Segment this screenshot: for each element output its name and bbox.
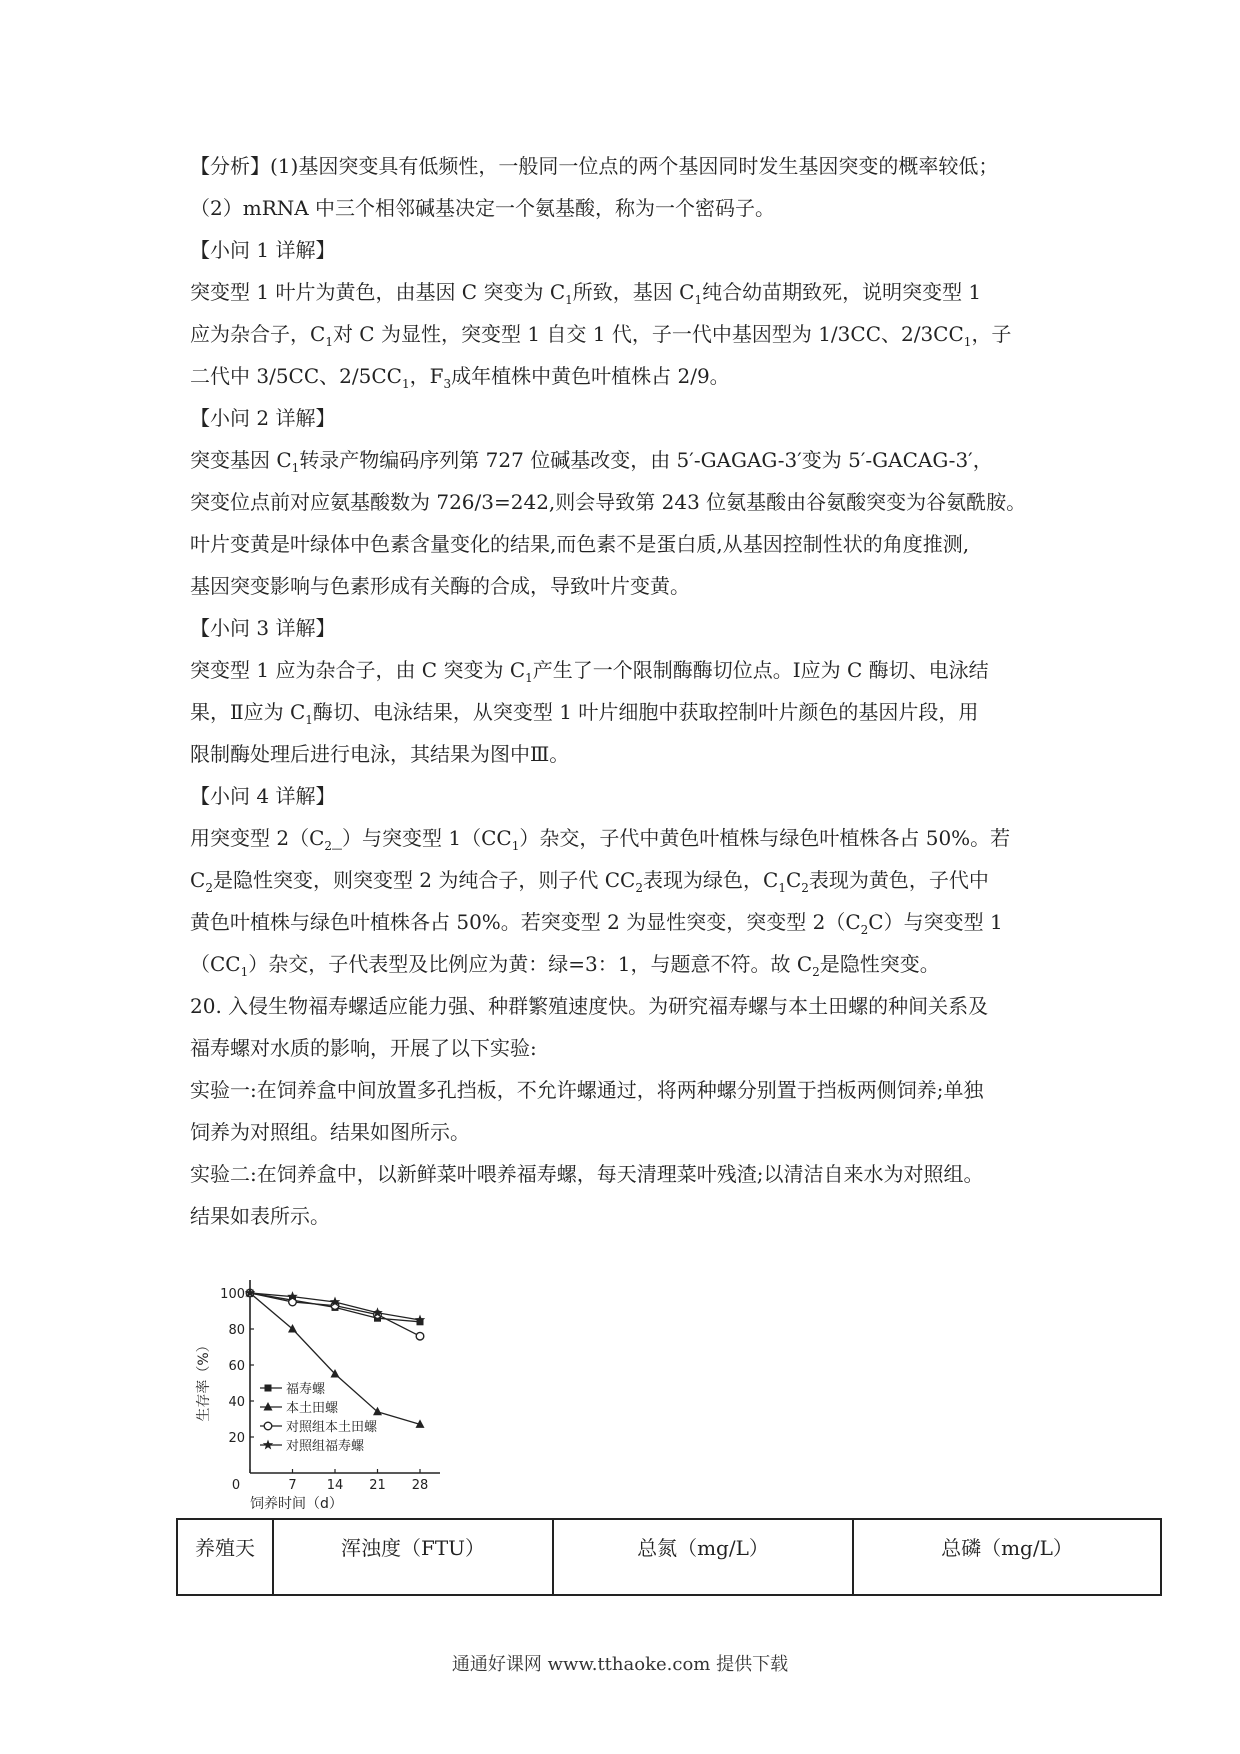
y-axis-ticks — [220, 1287, 254, 1446]
text-line — [190, 607, 1080, 649]
x-tick-label: 14 — [326, 1478, 344, 1493]
text-segment: 成年植株中黄色叶植株占 2/9。 — [451, 364, 730, 388]
text-segment: 突变型 1 应为杂合子，由 C 突变为 C — [190, 658, 526, 682]
text-segment: 酶切、电泳结果，从突变型 1 叶片细胞中获取控制叶片颜色的基因片段，用 — [312, 700, 979, 724]
data-point — [373, 1407, 382, 1416]
survival-rate-chart — [190, 1268, 450, 1513]
text-segment: 【小问 3 详解】 — [190, 616, 336, 640]
subscript: 2 — [812, 965, 820, 979]
x-tick-label: 7 — [288, 1478, 297, 1493]
text-line — [190, 985, 1080, 1027]
text-line — [190, 775, 1080, 817]
data-point — [288, 1324, 297, 1333]
text-segment: 二代中 3/5CC、2/5CC — [190, 364, 402, 388]
x-axis-label: 饲养时间（d） — [250, 1496, 343, 1512]
text-segment: 【小问 1 详解】 — [190, 238, 336, 262]
text-segment: 突变基因 C — [190, 448, 292, 472]
text-line — [190, 313, 1080, 355]
text-line — [190, 817, 1080, 859]
text-line — [190, 187, 1080, 229]
text-segment: 结果如表所示。 — [190, 1204, 330, 1228]
text-segment: C — [190, 868, 206, 892]
text-line — [190, 565, 1080, 607]
text-segment: 叶片变黄是叶绿体中色素含量变化的结果,而色素不是蛋白质,从基因控制性状的角度推测, — [190, 532, 970, 556]
text-segment: 福寿螺对水质的影响，开展了以下实验: — [190, 1036, 537, 1060]
subscript: 1 — [305, 713, 313, 727]
text-line — [190, 229, 1080, 271]
subscript: 1 — [401, 377, 410, 391]
text-line — [190, 1069, 1080, 1111]
text-segment: 对 C 为显性，突变型 1 自交 1 代，子一代中基因型为 1/3CC、2/3CC — [332, 322, 964, 346]
x-tick-label: 28 — [411, 1478, 429, 1493]
text-segment: C）与突变型 1 — [868, 910, 1003, 934]
header-total-nitrogen: 总氮（mg/L） — [553, 1519, 853, 1595]
text-line — [190, 1111, 1080, 1153]
legend-entry — [260, 1381, 326, 1397]
text-segment: ）杂交，子代中黄色叶植株与绿色叶植株各占 50%。若 — [519, 826, 1011, 850]
text-line — [190, 481, 1080, 523]
text-line — [190, 733, 1080, 775]
subscript: 1 — [565, 293, 573, 307]
data-point — [265, 1385, 272, 1392]
header-days: 养殖天 — [177, 1519, 273, 1595]
text-segment: 是隐性突变，则突变型 2 为纯合子，则子代 CC — [212, 868, 636, 892]
text-segment: 实验一:在饲养盒中间放置多孔挡板，不允许螺通过，将两种螺分别置于挡板两侧饲养;单独 — [190, 1078, 984, 1102]
text-segment: 果，Ⅱ应为 C — [190, 700, 306, 724]
text-line — [190, 397, 1080, 439]
header-turbidity: 浑浊度（FTU） — [273, 1519, 553, 1595]
subscript: 3 — [443, 377, 452, 391]
text-line — [190, 1195, 1080, 1237]
text-segment: 转录产物编码序列第 727 位碱基改变，由 5′-GAGAG-3′变为 5′-GACAG-3′， — [299, 448, 993, 472]
text-segment: 【分析】(1)基因突变具有低频性，一般同一位点的两个基因同时发生基因突变的概率较低； — [190, 154, 999, 178]
legend-entry — [260, 1400, 339, 1416]
y-tick-label: 40 — [228, 1395, 245, 1410]
text-segment: （2）mRNA 中三个相邻碱基决定一个氨基酸，称为一个密码子。 — [190, 196, 776, 220]
text-segment: 表现为绿色，C — [643, 868, 779, 892]
subscript: 1 — [240, 965, 249, 979]
text-line — [190, 355, 1080, 397]
subscript: 2 — [801, 881, 809, 895]
text-segment: 所致，基因 C — [572, 280, 695, 304]
text-segment: ，子 — [971, 322, 1012, 346]
subscript: 2 — [205, 881, 213, 895]
text-segment: 黄色叶植株与绿色叶植株各占 50%。若突变型 2 为显性突变，突变型 2（C — [190, 910, 861, 934]
text-line — [190, 1027, 1080, 1069]
text-segment: C — [785, 868, 802, 892]
subscript: 1 — [511, 839, 520, 853]
text-segment: ）杂交，子代表型及比例应为黄：绿=3：1，与题意不符。故 C — [248, 952, 813, 976]
data-point — [263, 1440, 273, 1450]
subscript: 1 — [325, 335, 333, 349]
text-line — [190, 691, 1080, 733]
text-segment: 【小问 4 详解】 — [190, 784, 336, 808]
x-tick-label: 21 — [369, 1478, 386, 1493]
text-segment: 表现为黄色，子代中 — [808, 868, 989, 892]
text-segment: 【小问 2 详解】 — [190, 406, 336, 430]
subscript: 2 — [860, 923, 869, 937]
data-point — [416, 1332, 424, 1340]
text-segment: 突变位点前对应氨基酸数为 726/3=242,则会导致第 243 位氨基酸由谷氨酸突变为谷氨酰胺。 — [190, 490, 1027, 514]
text-line — [190, 271, 1080, 313]
text-segment: 限制酶处理后进行电泳，其结果为图中Ⅲ。 — [190, 742, 570, 766]
text-line — [190, 439, 1080, 481]
data-point — [264, 1422, 272, 1430]
text-line — [190, 523, 1080, 565]
text-line — [190, 1153, 1080, 1195]
text-segment: 用突变型 2（C — [190, 826, 325, 850]
text-line — [190, 943, 1080, 985]
text-line — [190, 145, 1080, 187]
water-quality-table — [176, 1518, 1162, 1596]
legend-label: 对照组福寿螺 — [286, 1439, 365, 1454]
subscript: 1 — [291, 461, 300, 475]
text-segment: 产生了一个限制酶酶切位点。Ⅰ应为 C 酶切、电泳结 — [532, 658, 989, 682]
text-line — [190, 901, 1080, 943]
text-segment: 突变型 1 叶片为黄色，由基因 C 突变为 C — [190, 280, 566, 304]
legend-entry — [260, 1438, 365, 1454]
y-tick-label: 20 — [228, 1431, 245, 1446]
text-line — [190, 859, 1080, 901]
legend-label: 对照组本土田螺 — [286, 1420, 378, 1435]
x-tick-label: 0 — [231, 1478, 241, 1493]
text-line — [190, 649, 1080, 691]
text-segment: 饲养为对照组。结果如图所示。 — [190, 1120, 470, 1144]
legend-label: 本土田螺 — [286, 1401, 339, 1416]
legend-label: 福寿螺 — [286, 1382, 326, 1397]
text-segment: _）与突变型 1（CC — [332, 826, 512, 850]
text-segment: 应为杂合子，C — [190, 322, 326, 346]
legend-entry — [260, 1419, 378, 1435]
y-axis-label: 生存率（%） — [196, 1338, 212, 1422]
chart-legend — [260, 1381, 378, 1454]
text-segment: 20. 入侵生物福寿螺适应能力强、种群繁殖速度快。为研究福寿螺与本土田螺的种间关系及 — [190, 994, 989, 1018]
y-tick-label: 80 — [228, 1323, 245, 1338]
subscript: 1 — [525, 671, 533, 685]
text-segment: ，F — [409, 364, 444, 388]
y-tick-label: 60 — [228, 1359, 245, 1374]
y-tick-label: 100 — [220, 1287, 245, 1302]
header-total-phosphorus: 总磷（mg/L） — [853, 1519, 1161, 1595]
table-header-row — [177, 1519, 1161, 1595]
subscript: 2 — [635, 881, 643, 895]
subscript: 1 — [778, 881, 786, 895]
subscript: 1 — [963, 335, 972, 349]
document-body — [190, 145, 1080, 1237]
subscript: 2 — [324, 839, 333, 853]
text-segment: 是隐性突变。 — [819, 952, 940, 976]
footer-watermark: 通通好课网 www.tthaoke.com 提供下载 — [451, 1654, 789, 1675]
subscript: 1 — [694, 293, 703, 307]
data-point — [264, 1402, 273, 1411]
text-segment: 实验二:在饲养盒中，以新鲜菜叶喂养福寿螺，每天清理菜叶残渣;以清洁自来水为对照组。 — [190, 1162, 984, 1186]
text-segment: 基因突变影响与色素形成有关酶的合成，导致叶片变黄。 — [190, 574, 690, 598]
text-segment: （CC — [190, 952, 241, 976]
text-segment: 纯合幼苗期致死，说明突变型 1 — [702, 280, 982, 304]
